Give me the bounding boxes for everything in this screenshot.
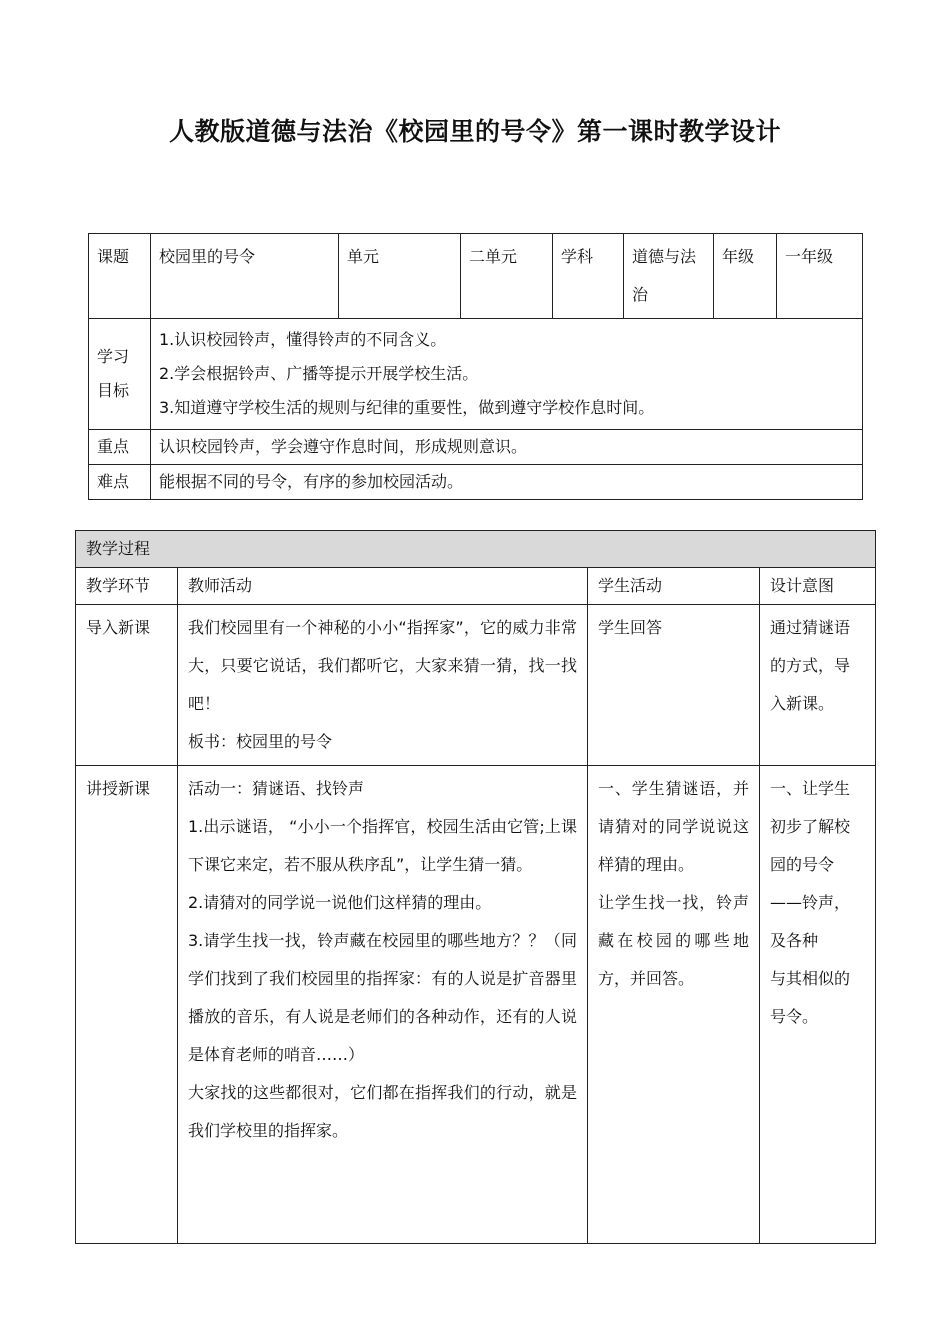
key-value: 认识校园铃声，学会遵守作息时间，形成规则意识。 <box>151 430 863 465</box>
goals-list <box>151 319 863 430</box>
design-intent <box>760 766 876 1244</box>
column-header-intent: 设计意图 <box>760 568 876 605</box>
teacher-activity <box>178 766 588 1244</box>
grade-value: 一年级 <box>777 234 863 319</box>
goal-item: 3.知道遵守学校生活的规则与纪律的重要性，做到遵守学校作息时间。 <box>159 398 655 417</box>
column-header-teacher: 教师活动 <box>178 568 588 605</box>
teacher-paragraph: 我们校园里有一个神秘的小小“指挥家”，它的威力非常大，只要它说话，我们都听它，大家来猜一猜，找一找吧！ <box>188 618 577 713</box>
teacher-paragraph: 1.出示谜语， “小小一个指挥官，校园生活由它管;上课下课它来定，若不服从秩序乱”，让学生猜一猜。 <box>188 817 577 874</box>
course-value: 校园里的号令 <box>151 234 339 319</box>
student-activity <box>588 766 760 1244</box>
process-table <box>75 530 876 1244</box>
column-header-stage: 教学环节 <box>76 568 178 605</box>
intent-paragraph: 一、让学生初步了解校园的号令——铃声，及各种 <box>770 779 851 950</box>
teacher-paragraph: 活动一：猜谜语、找铃声 <box>188 779 365 798</box>
design-intent <box>760 605 876 766</box>
goal-item: 1.认识校园铃声，懂得铃声的不同含义。 <box>159 330 447 349</box>
process-columns-row <box>76 568 876 605</box>
intent-paragraph: 通过猜谜语的方式，导入新课。 <box>770 618 851 713</box>
teacher-activity <box>178 605 588 766</box>
subject-label: 学科 <box>553 234 624 319</box>
unit-value: 二单元 <box>461 234 553 319</box>
page-title: 人教版道德与法治《校园里的号令》第一课时教学设计 <box>168 117 781 146</box>
key-label: 重点 <box>89 430 151 465</box>
process-header: 教学过程 <box>76 531 876 568</box>
student-paragraph: 一、学生猜谜语，并请猜对的同学说说这样猜的理由。 <box>598 779 749 874</box>
student-paragraph: 让学生找一找，铃声藏在校园的哪些地方，并回答。 <box>598 893 749 988</box>
course-label: 课题 <box>89 234 151 319</box>
teacher-paragraph: 3.请学生找一找，铃声藏在校园里的哪些地方？？（同学们找到了我们校园里的指挥家：有的人说是扩音器里播放的音乐，有人说是老师们的各种动作，还有的人说是体育老师的哨音……） <box>188 931 577 1064</box>
difficulty-label: 难点 <box>89 465 151 500</box>
info-row-key <box>89 430 863 465</box>
info-row-course <box>89 234 863 319</box>
teacher-paragraph: 2.请猜对的同学说一说他们这样猜的理由。 <box>188 893 492 912</box>
column-header-student: 学生活动 <box>588 568 760 605</box>
process-header-row <box>76 531 876 568</box>
info-table <box>88 233 863 500</box>
unit-label: 单元 <box>339 234 461 319</box>
intent-paragraph: 与其相似的号令。 <box>770 969 851 1026</box>
info-row-difficulty <box>89 465 863 500</box>
difficulty-value: 能根据不同的号令，有序的参加校园活动。 <box>151 465 863 500</box>
teacher-paragraph: 板书：校园里的号令 <box>188 732 333 751</box>
process-row-new-lesson <box>76 766 876 1244</box>
goals-label: 学习目标 <box>89 319 151 430</box>
subject-value: 道德与法治 <box>624 234 714 319</box>
student-paragraph: 学生回答 <box>598 618 663 637</box>
student-activity <box>588 605 760 766</box>
stage-cell: 导入新课 <box>76 605 178 766</box>
goal-item: 2.学会根据铃声、广播等提示开展学校生活。 <box>159 364 479 383</box>
process-row-intro <box>76 605 876 766</box>
info-row-goals <box>89 319 863 430</box>
stage-cell: 讲授新课 <box>76 766 178 1244</box>
grade-label: 年级 <box>714 234 777 319</box>
teacher-paragraph: 大家找的这些都很对，它们都在指挥我们的行动，就是我们学校里的指挥家。 <box>188 1083 577 1140</box>
